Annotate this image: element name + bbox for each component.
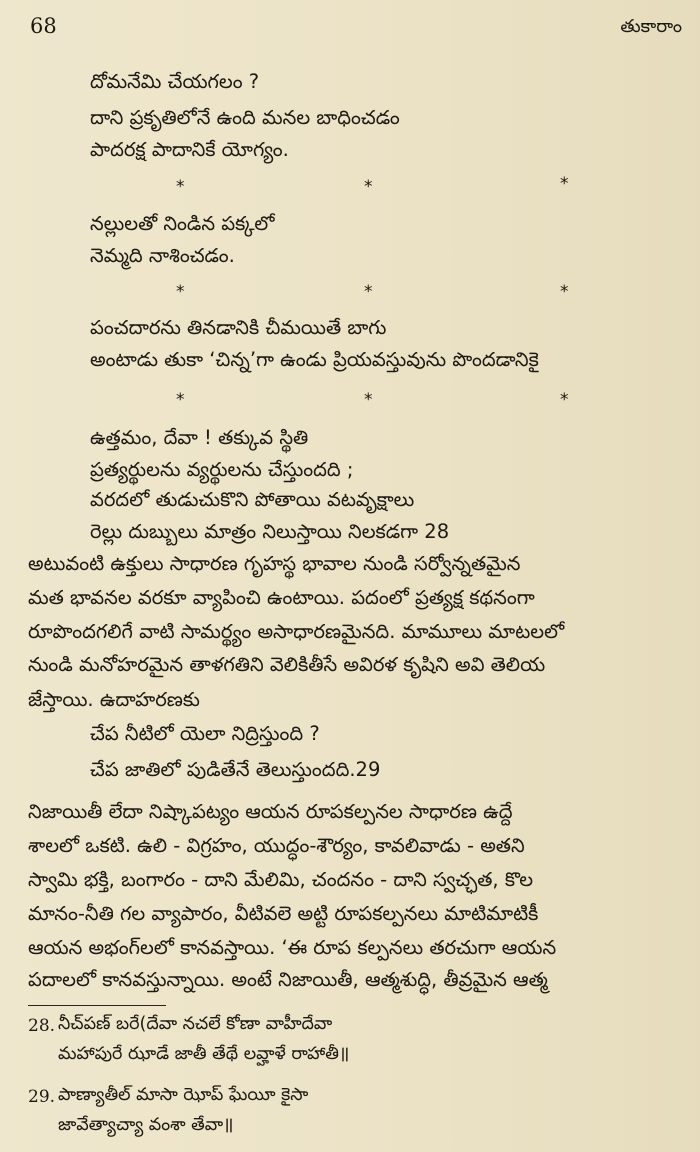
paragraph-line: నిజాయితీ లేదా నిష్కాపట్యం ఆయన రూపకల్పనల సాధారణ ఉద్దే (28, 800, 513, 823)
section-separator: * (176, 390, 185, 410)
page-number: 68 (30, 14, 57, 38)
paragraph-line: శాలలో ఒకటి. ఉలి - విగ్రహం, యుద్ధం-శౌర్యం, కావలివాడు - అతని (28, 834, 525, 857)
verse-line: రెల్లు దుబ్బులు మాత్రం నిలుస్తాయి నిలకడగా 28 (90, 520, 450, 543)
paragraph-line: పదాలలో కానవస్తున్నాయి. అంటే నిజాయితీ, ఆత్మశుద్ధి, తీవ్రమైన ఆత్మ (28, 968, 548, 991)
paragraph-line: జేస్తాయి. ఉదాహరణకు (28, 688, 200, 711)
section-separator: * (560, 174, 569, 194)
paragraph-line: మానం-నీతి గల వ్యాపారం, వీటివలె అట్టి రూపకల్పనలు మాటిమాటికీ (28, 902, 539, 925)
footnote-line: మహాపురే ఝాడే జాతీ తేథే లవ్హాళే రాహాతీ॥ (58, 1044, 350, 1064)
section-separator: * (364, 177, 373, 197)
paragraph-line: ఆయన అభంగ్‌లలో కానవస్తాయి. ‘ఈ రూప కల్పనలు తరచుగా ఆయన (28, 936, 557, 959)
paragraph-line: మత భావనల వరకూ వ్యాపించి ఉంటాయి. పదంలో ప్రత్యక్ష కథనంగా (28, 586, 535, 609)
footnote-rule (28, 1005, 166, 1006)
verse-line: ఉత్తమం, దేవా ! తక్కువ స్థితి (90, 426, 309, 449)
footnote-line: పాణ్యాతీల్ మాసా ఝోప్ ఘేయీ కైసా (58, 1085, 309, 1105)
verse-line: పాదరక్ష పాదానికే యోగ్యం. (90, 138, 289, 161)
verse-line: దాని ప్రకృతిలోనే ఉంది మనల బాధించడం (90, 106, 400, 129)
verse-line: నెమ్మది నాశించడం. (90, 244, 235, 267)
paragraph-line: రూపొందగలిగే వాటి సామర్థ్యం అసాధారణమైనది. మామూలు మాటలలో (28, 620, 565, 643)
section-separator: * (176, 282, 185, 302)
paragraph-line: స్వామి భక్తి, బంగారం - దాని మేలిమి, చందనం - దాని స్వచ్ఛత, కొల (28, 868, 534, 891)
footnote-number: 28. (28, 1016, 56, 1036)
section-separator: * (364, 390, 373, 410)
running-head: తుకారాం (620, 16, 682, 37)
verse-line: దోమనేమి చేయగలం ? (90, 70, 260, 93)
page-header (30, 14, 682, 44)
footnote-number: 29. (28, 1087, 56, 1107)
quoted-line: చేప నీటిలో యెలా నిద్రిస్తుంది ? (90, 722, 320, 745)
paragraph-line: అటువంటి ఉక్తులు సాధారణ గృహస్థ భావాల నుండి సర్వోన్నతమైన (28, 552, 521, 575)
paragraph-line: నుండి మనోహరమైన తాళగతిని వెలికితీసే అవిరళ కృషిని అవి తెలియ (28, 653, 546, 676)
verse-line: వరదలో తుడుచుకొని పోతాయి వటవృక్షాలు (90, 488, 415, 511)
section-separator: * (364, 282, 373, 302)
verse-line: పంచదారను తినడానికి చీమయితే బాగు (90, 316, 387, 339)
footnote-line: నీచ్‌పణ్ బరే(దేవా నచలే కోణా వాహీదేవా (58, 1014, 333, 1034)
verse-line: అంటాడు తుకా ‘చిన్న’గా ఉండు ప్రియవస్తువును పొందడానికై (90, 348, 539, 371)
section-separator: * (560, 282, 569, 302)
section-separator: * (176, 177, 185, 197)
section-separator: * (560, 390, 569, 410)
quoted-line: చేప జాతిలో పుడితేనే తెలుస్తుందది.29 (90, 758, 381, 781)
verse-line: ప్రత్యర్థులను వ్యర్థులను చేస్తుందది ; (90, 458, 354, 481)
footnote-line: జావేత్యాచ్యా వంశా తేవా॥ (58, 1115, 234, 1135)
verse-line: నల్లులతో నిండిన పక్కలో (90, 212, 275, 235)
